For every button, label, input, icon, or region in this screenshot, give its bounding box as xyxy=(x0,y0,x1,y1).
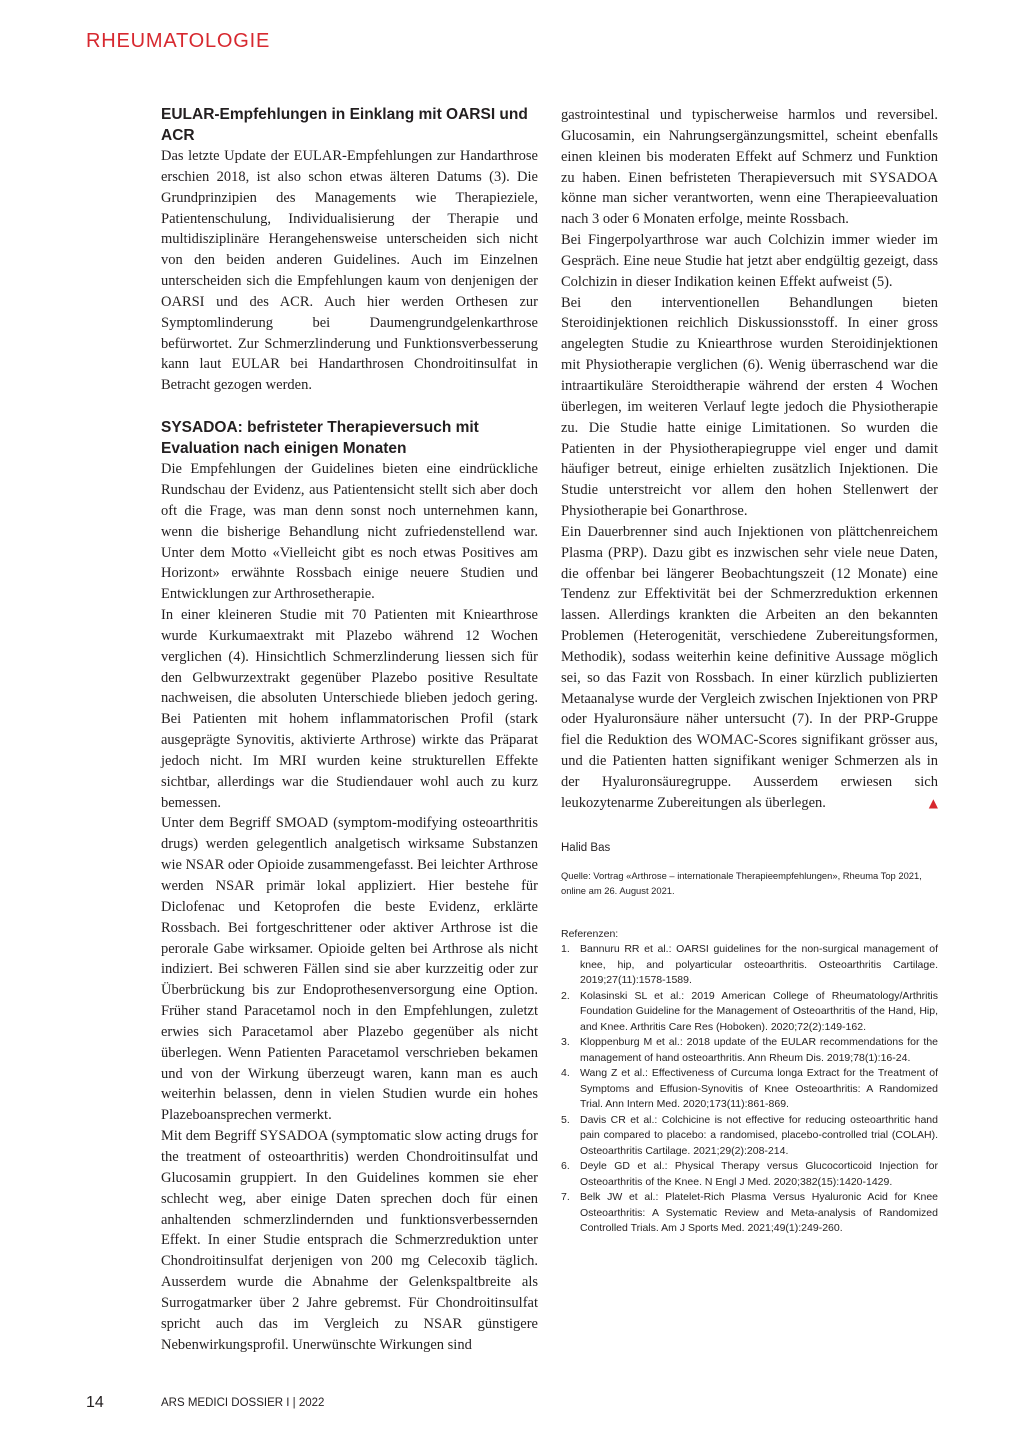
reference-number: 1. xyxy=(561,943,570,956)
author-name: Halid Bas xyxy=(561,841,611,854)
references-list xyxy=(561,942,938,1237)
reference-item xyxy=(561,989,938,1036)
section-label: RHEUMATOLOGIE xyxy=(86,30,271,52)
body-paragraph: Bei den interventionellen Behandlungen bieten Steroidinjektionen reichlich Diskussionsstoff. In einer gross angelegten Studie zu Kniearthrose wurden Steroidinjektionen mit Physiotherapie verglichen (6). Wenig überraschend war die intraartikuläre Steroidtherapie während der ersten 4 Wochen überlegen, im weiteren Verlauf legte jedoch die Physiotherapie zu. Die Studie hatte einige Limitationen. So wurden die Patienten in der Physiotherapiegruppe viel enger und damit häufiger betreut, einige erhielten zusätzlich Injektionen. Die Studie unterstreicht vor allem den hohen Stellenwert der Physiotherapie bei Gonarthrose. xyxy=(561,294,938,520)
source-note: Quelle: Vortrag «Arthrose – internationale Therapieempfehlungen», Rheuma Top 2021, online am 26. August 2021. xyxy=(561,869,922,897)
reference-text: Davis CR et al.: Colchicine is not effective for reducing osteoarthritic hand pain compared to placebo: a randomised, placebo-controlled trial (COLAH). Osteoarthritis Cartilage. 2021;29(2):208-214. xyxy=(580,1113,938,1157)
reference-number: 6. xyxy=(561,1160,570,1173)
reference-item xyxy=(561,942,938,989)
reference-text: Wang Z et al.: Effectiveness of Curcuma longa Extract for the Treatment of Symptoms and Effusion-Synovitis of Knee Osteoarthritis: A Randomized Trial. Ann Intern Med. 2020;173(11):861-869. xyxy=(580,1067,938,1111)
article-column-right xyxy=(561,105,938,1237)
reference-item xyxy=(561,1066,938,1113)
references-title: Referenzen: xyxy=(561,927,619,940)
page-number: 14 xyxy=(86,1394,104,1411)
reference-item xyxy=(561,1159,938,1190)
reference-item xyxy=(561,1113,938,1160)
body-paragraph: Unter dem Begriff SMOAD (symptom-modifying osteoarthritis drugs) werden gelegentlich analgetisch wirksame Substanzen wie NSAR oder Opioide zusammengefasst. Bei leichter Arthrose werden NSAR primär lokal appliziert. Hier bestehe für Diclofenac und Ketoprofen die beste Evidenz, erklärte Rossbach. Bei fortgeschrittener oder aktiver Arthrose ist die perorale Gabe wirksamer. Opioide gelten bei Arthrose als nicht indiziert. Bei schweren Fällen sind sie aber kurzzeitig oder zur Überbrückung bis zur Endoprothesenversorgung eine Option. Früher stand Paracetamol noch in den Empfehlungen, zuletzt erwies sich Paracetamol aber Plazebo gegenüber als nicht überlegen. Wenn Patienten Paracetamol verschrieben bekamen und von der Wirkung überzeugt waren, kann man es auch weiterhin belassen, denn in vielen Studien wurde ein hohes Plazeboansprechen vermerkt. xyxy=(161,815,538,1124)
reference-number: 7. xyxy=(561,1191,570,1204)
body-paragraph: Bei Fingerpolyarthrose war auch Colchizin immer wieder im Gespräch. Eine neue Studie hat jetzt aber endgültig gezeigt, dass Colchizin in dieser Indikation keinen Effekt aufweist (5). xyxy=(561,232,938,290)
reference-text: Kolasinski SL et al.: 2019 American College of Rheumatology/Arthritis Foundation Guideline for the Management of Osteoarthritis of the Hand, Hip, and Knee. Arthritis Care Res (Hoboken). 2020;72(2):149-162. xyxy=(580,989,938,1033)
body-paragraph-last xyxy=(561,522,938,814)
reference-item xyxy=(561,1035,938,1066)
reference-number: 3. xyxy=(561,1036,570,1049)
reference-number: 4. xyxy=(561,1067,570,1080)
article-end-triangle-icon: ▲ xyxy=(928,795,938,810)
body-paragraph-text: Ein Dauerbrenner sind auch Injektionen von plättchenreichem Plasma (PRP). Dazu gibt es inzwischen sehr viele neue Daten, die offenbar bei längerer Beobachtungszeit (12 Monate) eine Tendenz zur Effektivität bei der Schmerzreduktion erkennen lassen. Allerdings krankten die Arbeiten an den bekannten Problemen (Heterogenität, verschiedene Zubereitungsformen, Methodik), sodass weiterhin keine definitive Aussage möglich sei, so das Fazit von Rossbach. In einer kürzlich publizierten Metaanalyse wurde der Vergleich zwischen Injektionen von PRP oder Hyaluronsäure näher untersucht (7). In der PRP-Gruppe fiel die Reduktion des WOMAC-Scores signifikant grösser aus, und die Patienten hatten signifikant weniger Schmerzen als in der Hyaluronsäuregruppe. Ausserdem erwiesen sich leukozytenarme Zubereitungen als überlegen. xyxy=(561,523,938,811)
body-paragraph: Mit dem Begriff SYSADOA (symptomatic slow acting drugs for the treatment of osteoarthritis) werden Chondroitinsulfat und Glucosamin gruppiert. In den Guidelines kommen sie eher schlecht weg, aber einige Daten sprechen doch für einen anhaltenden schmerzlindernden und funktionsverbessernden Effekt. In einer Studie entsprach die Schmerzreduktion unter Chondroitinsulfat derjenigen von 200 mg Celecoxib täglich. Ausserdem wurde die Abnahme der Gelenkspaltbreite als Surrogatmarker über 2 Jahre gebremst. Für Chondroitinsulfat spricht auch das im Vergleich zu NSAR günstigere Nebenwirkungsprofil. Unerwünschte Wirkungen sind xyxy=(161,1128,538,1353)
publication-title: ARS MEDICI DOSSIER I | 2022 xyxy=(161,1397,325,1409)
reference-item xyxy=(561,1190,938,1237)
reference-number: 2. xyxy=(561,989,570,1002)
reference-text: Bannuru RR et al.: OARSI guidelines for the non-surgical management of knee, hip, and polyarticular osteoarthritis. Osteoarthritis Cartilage. 2019;27(11):1578-1589. xyxy=(580,943,938,987)
section-heading-sysadoa: SYSADOA: befristeter Therapieversuch mit Evaluation nach einigen Monaten xyxy=(161,419,479,457)
section-heading-eular: EULAR-Empfehlungen in Einklang mit OARSI und ACR xyxy=(161,106,528,144)
reference-text: Deyle GD et al.: Physical Therapy versus Glucocorticoid Injection for Osteoarthritis of the Knee. N Engl J Med. 2020;382(15):1420-1429. xyxy=(580,1160,938,1188)
article-column-left xyxy=(161,105,538,1355)
body-paragraph: In einer kleineren Studie mit 70 Patienten mit Kniearthrose wurde Kurkumaextrakt mit Plazebo während 12 Wochen verglichen (4). Hinsichtlich Schmerzlinderung liessen sich für den Gelbwurzextrakt gegenüber Plazebo positive Resultate nachweisen, die absoluten Unterschiede blieben jedoch gering. Bei Patienten mit hohem inflammatorischen Profil (stark ausgeprägte Synovitis, aktivierte Arthrose) wirkte das Präparat jedoch nicht. Im MRI wurden keine strukturellen Effekte sichtbar, allerdings war die Studiendauer wohl auch zu kurz bemessen. xyxy=(161,607,538,811)
reference-text: Belk JW et al.: Platelet-Rich Plasma Versus Hyaluronic Acid for Knee Osteoarthritis: A Systematic Review and Meta-analysis of Randomized Controlled Trials. Am J Sports Med. 2021;49(1):249-260. xyxy=(580,1191,938,1235)
reference-number: 5. xyxy=(561,1113,570,1126)
body-paragraph: Das letzte Update der EULAR-Empfehlungen zur Handarthrose erschien 2018, ist also schon etwas älteren Datums (3). Die Grundprinzipien des Managements wie Therapieziele, Patientenschulung, Individualisierung der Therapie und multidisziplinäre Herangehensweise unterscheiden sich nicht von den beiden anderen Guidelines. Auch im Einzelnen unterscheiden sich die Empfehlungen kaum von denjenigen der OARSI und des ACR. Auch hier werden Orthesen zur Symptomlinderung bei Daumengrundgelenkarthrose befürwortet. Zur Schmerzlinderung und Funktionsverbesserung kann laut EULAR bei Handarthrosen Chondroitinsulfat in Betracht gezogen werden. xyxy=(161,148,538,394)
body-paragraph: gastrointestinal und typischerweise harmlos und reversibel. Glucosamin, ein Nahrungsergänzungsmittel, scheint ebenfalls einen kleinen bis moderaten Effekt auf Schmerz und Funktion zu haben. Einen befristeten Therapieversuch mit SYSADOA könne man sicher verantworten, wenn eine Therapieevaluation nach 3 oder 6 Monaten erfolge, meinte Rossbach. xyxy=(561,107,938,228)
body-paragraph: Die Empfehlungen der Guidelines bieten eine eindrückliche Rundschau der Evidenz, aus Patientensicht stellt sich aber doch oft die Frage, was man denn sonst noch unternehmen kann, wenn die bisherige Behandlung nicht zufriedenstellend war. Unter dem Motto «Vielleicht gibt es noch etwas Positives am Horizont» erwähnte Rossbach einige neuere Studien und Entwicklungen zur Arthrosetherapie. xyxy=(161,461,538,603)
reference-text: Kloppenburg M et al.: 2018 update of the EULAR recommendations for the management of hand osteoarthritis. Ann Rheum Dis. 2019;78(1):16-24. xyxy=(580,1036,938,1064)
